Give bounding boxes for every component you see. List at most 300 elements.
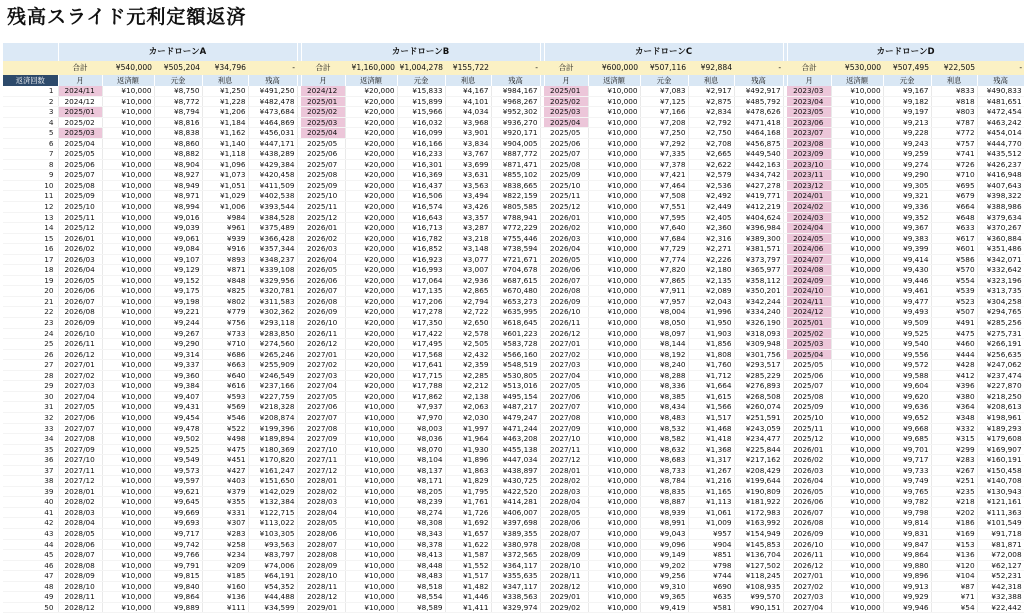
interest-cell[interactable]: ¥726 [931,159,977,170]
balance-cell[interactable]: ¥411,509 [248,180,297,191]
interest-cell[interactable]: ¥2,865 [445,286,491,297]
payment-cell[interactable]: ¥20,000 [345,96,397,107]
interest-cell[interactable]: ¥1,368 [688,444,734,455]
payment-cell[interactable]: ¥10,000 [588,339,640,350]
month-cell[interactable]: 2027/05 [58,402,102,413]
month-cell[interactable]: 2025/04 [58,138,102,149]
month-cell[interactable]: 2026/09 [787,528,831,539]
interest-cell[interactable]: ¥1,997 [445,423,491,434]
interest-cell[interactable]: ¥2,063 [445,402,491,413]
payment-cell[interactable]: ¥10,000 [588,328,640,339]
balance-cell[interactable]: ¥101,549 [977,518,1024,529]
balance-cell[interactable]: ¥294,765 [977,307,1024,318]
balance-cell[interactable]: ¥463,208 [491,434,540,445]
month-cell[interactable]: 2027/01 [544,339,588,350]
month-cell[interactable]: 2024/12 [787,307,831,318]
interest-cell[interactable]: ¥136 [202,592,248,603]
balance-cell[interactable]: ¥225,844 [734,444,783,455]
interest-cell[interactable]: ¥893 [202,254,248,265]
payment-cell[interactable]: ¥10,000 [831,318,883,329]
month-cell[interactable]: 2024/12 [301,86,345,96]
principal-cell[interactable]: ¥8,733 [640,465,688,476]
balance-cell[interactable]: ¥422,520 [491,486,540,497]
payment-cell[interactable]: ¥10,000 [588,412,640,423]
interest-cell[interactable]: ¥1,566 [688,402,734,413]
balance-cell[interactable]: ¥393,544 [248,202,297,213]
month-cell[interactable]: 2025/06 [544,138,588,149]
balance-cell[interactable]: ¥64,191 [248,571,297,582]
month-cell[interactable]: 2027/10 [544,434,588,445]
principal-cell[interactable]: ¥17,788 [397,381,445,392]
principal-cell[interactable]: ¥8,308 [397,518,445,529]
payment-cell[interactable]: ¥10,000 [102,455,154,466]
balance-cell[interactable]: ¥952,302 [491,107,540,118]
month-cell[interactable]: 2023/12 [787,180,831,191]
balance-cell[interactable]: ¥406,007 [491,507,540,518]
payment-cell[interactable]: ¥10,000 [345,486,397,497]
principal-cell[interactable]: ¥17,135 [397,286,445,297]
interest-cell[interactable]: ¥539 [931,286,977,297]
interest-cell[interactable]: ¥779 [202,307,248,318]
payment-cell[interactable]: ¥10,000 [831,86,883,96]
payment-cell[interactable]: ¥10,000 [102,402,154,413]
principal-cell[interactable]: ¥9,407 [154,391,202,402]
month-cell[interactable]: 2025/01 [58,107,102,118]
principal-cell[interactable]: ¥8,816 [154,117,202,128]
principal-cell[interactable]: ¥8,274 [397,507,445,518]
month-cell[interactable]: 2026/11 [544,318,588,329]
month-cell[interactable]: 2028/01 [301,476,345,487]
principal-cell[interactable]: ¥8,939 [640,507,688,518]
month-cell[interactable]: 2025/11 [544,191,588,202]
payment-cell[interactable]: ¥10,000 [102,476,154,487]
balance-cell[interactable]: ¥111,363 [977,507,1024,518]
payment-cell[interactable]: ¥10,000 [588,275,640,286]
month-cell[interactable]: 2028/07 [58,550,102,561]
month-cell[interactable]: 2025/01 [787,318,831,329]
payment-cell[interactable]: ¥10,000 [588,402,640,413]
interest-cell[interactable]: ¥2,792 [688,117,734,128]
month-cell[interactable]: 2025/10 [787,412,831,423]
interest-cell[interactable]: ¥2,505 [445,339,491,350]
month-cell[interactable]: 2028/07 [301,539,345,550]
interest-cell[interactable]: ¥2,722 [445,307,491,318]
payment-cell[interactable]: ¥20,000 [345,318,397,329]
interest-cell[interactable]: ¥523 [931,296,977,307]
interest-cell[interactable]: ¥185 [202,571,248,582]
principal-cell[interactable]: ¥17,715 [397,370,445,381]
principal-cell[interactable]: ¥7,957 [640,296,688,307]
month-cell[interactable]: 2024/04 [787,223,831,234]
balance-cell[interactable]: ¥217,162 [734,455,783,466]
principal-cell[interactable]: ¥9,337 [154,360,202,371]
balance-cell[interactable]: ¥99,570 [734,592,783,603]
principal-cell[interactable]: ¥8,784 [640,476,688,487]
principal-cell[interactable]: ¥9,365 [640,592,688,603]
payment-cell[interactable]: ¥10,000 [345,455,397,466]
balance-cell[interactable]: ¥251,591 [734,412,783,423]
month-cell[interactable]: 2024/11 [58,86,102,96]
month-cell[interactable]: 2025/10 [301,191,345,202]
interest-cell[interactable]: ¥802 [202,296,248,307]
balance-cell[interactable]: ¥618,645 [491,318,540,329]
balance-cell[interactable]: ¥122,715 [248,507,297,518]
interest-cell[interactable]: ¥234 [202,550,248,561]
interest-cell[interactable]: ¥1,317 [688,455,734,466]
principal-cell[interactable]: ¥9,636 [883,402,931,413]
month-cell[interactable]: 2026/01 [787,444,831,455]
interest-cell[interactable]: ¥1,006 [202,202,248,213]
month-cell[interactable]: 2025/01 [301,96,345,107]
month-cell[interactable]: 2028/04 [58,518,102,529]
interest-cell[interactable]: ¥1,051 [202,180,248,191]
balance-cell[interactable]: ¥388,986 [977,202,1024,213]
principal-cell[interactable]: ¥8,949 [154,180,202,191]
interest-cell[interactable]: ¥507 [931,307,977,318]
payment-cell[interactable]: ¥10,000 [831,117,883,128]
balance-cell[interactable]: ¥936,270 [491,117,540,128]
interest-cell[interactable]: ¥1,113 [688,497,734,508]
balance-cell[interactable]: ¥169,907 [977,444,1024,455]
principal-cell[interactable]: ¥8,887 [640,497,688,508]
payment-cell[interactable]: ¥10,000 [831,434,883,445]
balance-cell[interactable]: ¥172,983 [734,507,783,518]
payment-cell[interactable]: ¥20,000 [345,170,397,181]
month-cell[interactable]: 2026/11 [301,328,345,339]
interest-cell[interactable]: ¥772 [931,128,977,139]
interest-cell[interactable]: ¥2,212 [445,381,491,392]
month-cell[interactable]: 2028/03 [301,497,345,508]
payment-cell[interactable]: ¥20,000 [345,339,397,350]
payment-cell[interactable]: ¥10,000 [345,402,397,413]
payment-cell[interactable]: ¥20,000 [345,275,397,286]
payment-cell[interactable]: ¥10,000 [102,233,154,244]
interest-cell[interactable]: ¥364 [931,402,977,413]
month-cell[interactable]: 2026/06 [301,275,345,286]
principal-cell[interactable]: ¥9,717 [883,455,931,466]
month-cell[interactable]: 2027/02 [787,581,831,592]
payment-cell[interactable]: ¥10,000 [588,233,640,244]
balance-cell[interactable]: ¥320,781 [248,286,297,297]
principal-cell[interactable]: ¥9,814 [883,518,931,529]
balance-cell[interactable]: ¥81,871 [977,539,1024,550]
interest-cell[interactable]: ¥1,468 [688,423,734,434]
month-cell[interactable]: 2027/11 [544,444,588,455]
payment-cell[interactable]: ¥10,000 [588,202,640,213]
payment-cell[interactable]: ¥10,000 [831,275,883,286]
payment-cell[interactable]: ¥20,000 [345,391,397,402]
balance-cell[interactable]: ¥364,117 [491,560,540,571]
payment-cell[interactable]: ¥10,000 [102,550,154,561]
payment-cell[interactable]: ¥10,000 [102,465,154,476]
interest-cell[interactable]: ¥1,096 [202,159,248,170]
interest-cell[interactable]: ¥2,794 [445,296,491,307]
principal-cell[interactable]: ¥7,911 [640,286,688,297]
balance-cell[interactable]: ¥348,237 [248,254,297,265]
payment-cell[interactable]: ¥20,000 [345,128,397,139]
balance-cell[interactable]: ¥365,977 [734,265,783,276]
payment-cell[interactable]: ¥10,000 [831,265,883,276]
balance-cell[interactable]: ¥260,074 [734,402,783,413]
interest-cell[interactable]: ¥3,563 [445,180,491,191]
interest-cell[interactable]: ¥3,077 [445,254,491,265]
interest-cell[interactable]: ¥1,216 [688,476,734,487]
month-cell[interactable]: 2027/02 [301,360,345,371]
month-cell[interactable]: 2026/07 [301,286,345,297]
payment-cell[interactable]: ¥10,000 [102,497,154,508]
payment-cell[interactable]: ¥10,000 [588,86,640,96]
month-cell[interactable]: 2025/12 [787,434,831,445]
interest-cell[interactable]: ¥1,664 [688,381,734,392]
payment-cell[interactable]: ¥20,000 [345,202,397,213]
principal-cell[interactable]: ¥16,713 [397,223,445,234]
principal-cell[interactable]: ¥8,036 [397,434,445,445]
month-cell[interactable]: 2025/02 [301,107,345,118]
payment-cell[interactable]: ¥10,000 [588,128,640,139]
principal-cell[interactable]: ¥16,301 [397,159,445,170]
interest-cell[interactable]: ¥1,896 [445,455,491,466]
balance-cell[interactable]: ¥227,759 [248,391,297,402]
principal-cell[interactable]: ¥17,641 [397,360,445,371]
balance-cell[interactable]: ¥805,585 [491,202,540,213]
month-cell[interactable]: 2026/07 [544,275,588,286]
principal-cell[interactable]: ¥8,240 [640,360,688,371]
month-cell[interactable]: 2024/03 [787,212,831,223]
month-cell[interactable]: 2028/06 [544,518,588,529]
payment-cell[interactable]: ¥10,000 [102,244,154,255]
balance-cell[interactable]: ¥402,538 [248,191,297,202]
interest-cell[interactable]: ¥3,007 [445,265,491,276]
balance-cell[interactable]: ¥351,486 [977,244,1024,255]
month-cell[interactable]: 2025/04 [544,117,588,128]
balance-cell[interactable]: ¥189,293 [977,423,1024,434]
interest-cell[interactable]: ¥1,903 [688,328,734,339]
payment-cell[interactable]: ¥20,000 [345,107,397,118]
principal-cell[interactable]: ¥8,378 [397,539,445,550]
payment-cell[interactable]: ¥10,000 [102,444,154,455]
payment-cell[interactable]: ¥20,000 [345,180,397,191]
balance-cell[interactable]: ¥208,613 [977,402,1024,413]
principal-cell[interactable]: ¥9,791 [154,560,202,571]
principal-cell[interactable]: ¥8,772 [154,96,202,107]
month-cell[interactable]: 2027/03 [544,360,588,371]
payment-cell[interactable]: ¥10,000 [102,307,154,318]
payment-cell[interactable]: ¥20,000 [345,138,397,149]
month-cell[interactable]: 2025/02 [787,328,831,339]
balance-cell[interactable]: ¥266,191 [977,339,1024,350]
interest-cell[interactable]: ¥1,692 [445,518,491,529]
interest-cell[interactable]: ¥1,950 [688,318,734,329]
payment-cell[interactable]: ¥10,000 [831,328,883,339]
month-cell[interactable]: 2025/12 [58,223,102,234]
balance-cell[interactable]: ¥464,168 [734,128,783,139]
month-cell[interactable]: 2027/07 [544,402,588,413]
month-cell[interactable]: 2028/02 [544,476,588,487]
payment-cell[interactable]: ¥10,000 [831,444,883,455]
balance-cell[interactable]: ¥130,943 [977,486,1024,497]
balance-cell[interactable]: ¥265,246 [248,349,297,360]
balance-cell[interactable]: ¥181,922 [734,497,783,508]
balance-cell[interactable]: ¥52,231 [977,571,1024,582]
balance-cell[interactable]: ¥350,201 [734,286,783,297]
principal-cell[interactable]: ¥9,493 [883,307,931,318]
month-cell[interactable]: 2029/01 [544,592,588,603]
principal-cell[interactable]: ¥9,454 [154,412,202,423]
payment-cell[interactable]: ¥10,000 [102,296,154,307]
balance-cell[interactable]: ¥154,949 [734,528,783,539]
interest-cell[interactable]: ¥2,492 [688,191,734,202]
payment-cell[interactable]: ¥10,000 [831,180,883,191]
principal-cell[interactable]: ¥16,506 [397,191,445,202]
balance-cell[interactable]: ¥389,300 [734,233,783,244]
principal-cell[interactable]: ¥9,244 [154,318,202,329]
balance-cell[interactable]: ¥140,708 [977,476,1024,487]
balance-cell[interactable]: ¥384,528 [248,212,297,223]
payment-cell[interactable]: ¥10,000 [588,307,640,318]
interest-cell[interactable]: ¥904 [688,539,734,550]
principal-cell[interactable]: ¥9,749 [883,476,931,487]
principal-cell[interactable]: ¥9,314 [154,349,202,360]
balance-cell[interactable]: ¥276,893 [734,381,783,392]
month-cell[interactable]: 2029/01 [301,602,345,613]
principal-cell[interactable]: ¥9,213 [883,117,931,128]
principal-cell[interactable]: ¥8,838 [154,128,202,139]
balance-cell[interactable]: ¥90,151 [734,602,783,613]
principal-cell[interactable]: ¥9,228 [883,128,931,139]
month-cell[interactable]: 2026/04 [787,476,831,487]
principal-cell[interactable]: ¥16,166 [397,138,445,149]
principal-cell[interactable]: ¥9,477 [883,296,931,307]
payment-cell[interactable]: ¥10,000 [588,539,640,550]
principal-cell[interactable]: ¥7,937 [397,402,445,413]
interest-cell[interactable]: ¥332 [931,423,977,434]
principal-cell[interactable]: ¥9,597 [154,476,202,487]
payment-cell[interactable]: ¥10,000 [831,423,883,434]
principal-cell[interactable]: ¥9,175 [154,286,202,297]
month-cell[interactable]: 2024/11 [787,296,831,307]
balance-cell[interactable]: ¥293,118 [248,318,297,329]
balance-cell[interactable]: ¥449,540 [734,149,783,160]
principal-cell[interactable]: ¥9,693 [154,518,202,529]
principal-cell[interactable]: ¥8,144 [640,339,688,350]
principal-cell[interactable]: ¥9,549 [154,455,202,466]
interest-cell[interactable]: ¥803 [931,107,977,118]
payment-cell[interactable]: ¥10,000 [102,528,154,539]
month-cell[interactable]: 2026/05 [301,265,345,276]
payment-cell[interactable]: ¥10,000 [345,507,397,518]
payment-cell[interactable]: ¥10,000 [588,180,640,191]
interest-cell[interactable]: ¥111 [202,602,248,613]
month-cell[interactable]: 2025/07 [787,381,831,392]
payment-cell[interactable]: ¥20,000 [345,117,397,128]
balance-cell[interactable]: ¥44,488 [248,592,297,603]
balance-cell[interactable]: ¥103,305 [248,528,297,539]
payment-cell[interactable]: ¥10,000 [831,360,883,371]
payment-cell[interactable]: ¥10,000 [831,244,883,255]
balance-cell[interactable]: ¥530,805 [491,370,540,381]
interest-cell[interactable]: ¥1,863 [445,465,491,476]
balance-cell[interactable]: ¥419,771 [734,191,783,202]
balance-cell[interactable]: ¥163,992 [734,518,783,529]
balance-cell[interactable]: ¥447,034 [491,455,540,466]
balance-cell[interactable]: ¥438,289 [248,149,297,160]
payment-cell[interactable]: ¥10,000 [831,412,883,423]
month-cell[interactable]: 2027/03 [58,381,102,392]
principal-cell[interactable]: ¥9,668 [883,423,931,434]
balance-cell[interactable]: ¥904,005 [491,138,540,149]
balance-cell[interactable]: ¥113,022 [248,518,297,529]
month-cell[interactable]: 2026/01 [301,223,345,234]
balance-cell[interactable]: ¥444,770 [977,138,1024,149]
interest-cell[interactable]: ¥1,657 [445,528,491,539]
payment-cell[interactable]: ¥10,000 [588,149,640,160]
month-cell[interactable]: 2024/07 [787,254,831,265]
month-cell[interactable]: 2025/03 [301,117,345,128]
balance-cell[interactable]: ¥366,428 [248,233,297,244]
month-cell[interactable]: 2027/10 [58,455,102,466]
month-cell[interactable]: 2029/02 [544,602,588,613]
interest-cell[interactable]: ¥1,418 [688,434,734,445]
payment-cell[interactable]: ¥10,000 [588,265,640,276]
interest-cell[interactable]: ¥2,405 [688,212,734,223]
balance-cell[interactable]: ¥472,454 [977,107,1024,118]
payment-cell[interactable]: ¥10,000 [588,349,640,360]
principal-cell[interactable]: ¥17,422 [397,328,445,339]
payment-cell[interactable]: ¥10,000 [588,497,640,508]
balance-cell[interactable]: ¥121,161 [977,497,1024,508]
payment-cell[interactable]: ¥10,000 [345,497,397,508]
payment-cell[interactable]: ¥10,000 [831,518,883,529]
principal-cell[interactable]: ¥9,478 [154,423,202,434]
balance-cell[interactable]: ¥302,362 [248,307,297,318]
principal-cell[interactable]: ¥9,267 [154,328,202,339]
balance-cell[interactable]: ¥180,369 [248,444,297,455]
balance-cell[interactable]: ¥357,344 [248,244,297,255]
balance-cell[interactable]: ¥234,477 [734,434,783,445]
month-cell[interactable]: 2026/05 [787,486,831,497]
principal-cell[interactable]: ¥9,352 [883,212,931,223]
balance-cell[interactable]: ¥42,318 [977,581,1024,592]
interest-cell[interactable]: ¥451 [202,455,248,466]
payment-cell[interactable]: ¥20,000 [345,296,397,307]
balance-cell[interactable]: ¥199,644 [734,476,783,487]
interest-cell[interactable]: ¥1,760 [688,360,734,371]
month-cell[interactable]: 2024/10 [787,286,831,297]
payment-cell[interactable]: ¥10,000 [588,96,640,107]
principal-cell[interactable]: ¥7,335 [640,149,688,160]
principal-cell[interactable]: ¥15,899 [397,96,445,107]
balance-cell[interactable]: ¥237,166 [248,381,297,392]
balance-cell[interactable]: ¥32,388 [977,592,1024,603]
principal-cell[interactable]: ¥9,766 [154,550,202,561]
interest-cell[interactable]: ¥71 [931,592,977,603]
balance-cell[interactable]: ¥426,237 [977,159,1024,170]
month-cell[interactable]: 2025/09 [787,402,831,413]
interest-cell[interactable]: ¥733 [202,328,248,339]
principal-cell[interactable]: ¥8,860 [154,138,202,149]
payment-cell[interactable]: ¥10,000 [831,159,883,170]
principal-cell[interactable]: ¥9,815 [154,571,202,582]
payment-cell[interactable]: ¥10,000 [831,497,883,508]
balance-cell[interactable]: ¥62,127 [977,560,1024,571]
principal-cell[interactable]: ¥9,840 [154,581,202,592]
payment-cell[interactable]: ¥10,000 [345,465,397,476]
month-cell[interactable]: 2027/02 [58,370,102,381]
principal-cell[interactable]: ¥9,765 [883,486,931,497]
payment-cell[interactable]: ¥10,000 [588,486,640,497]
interest-cell[interactable]: ¥2,180 [688,265,734,276]
month-cell[interactable]: 2026/08 [787,518,831,529]
